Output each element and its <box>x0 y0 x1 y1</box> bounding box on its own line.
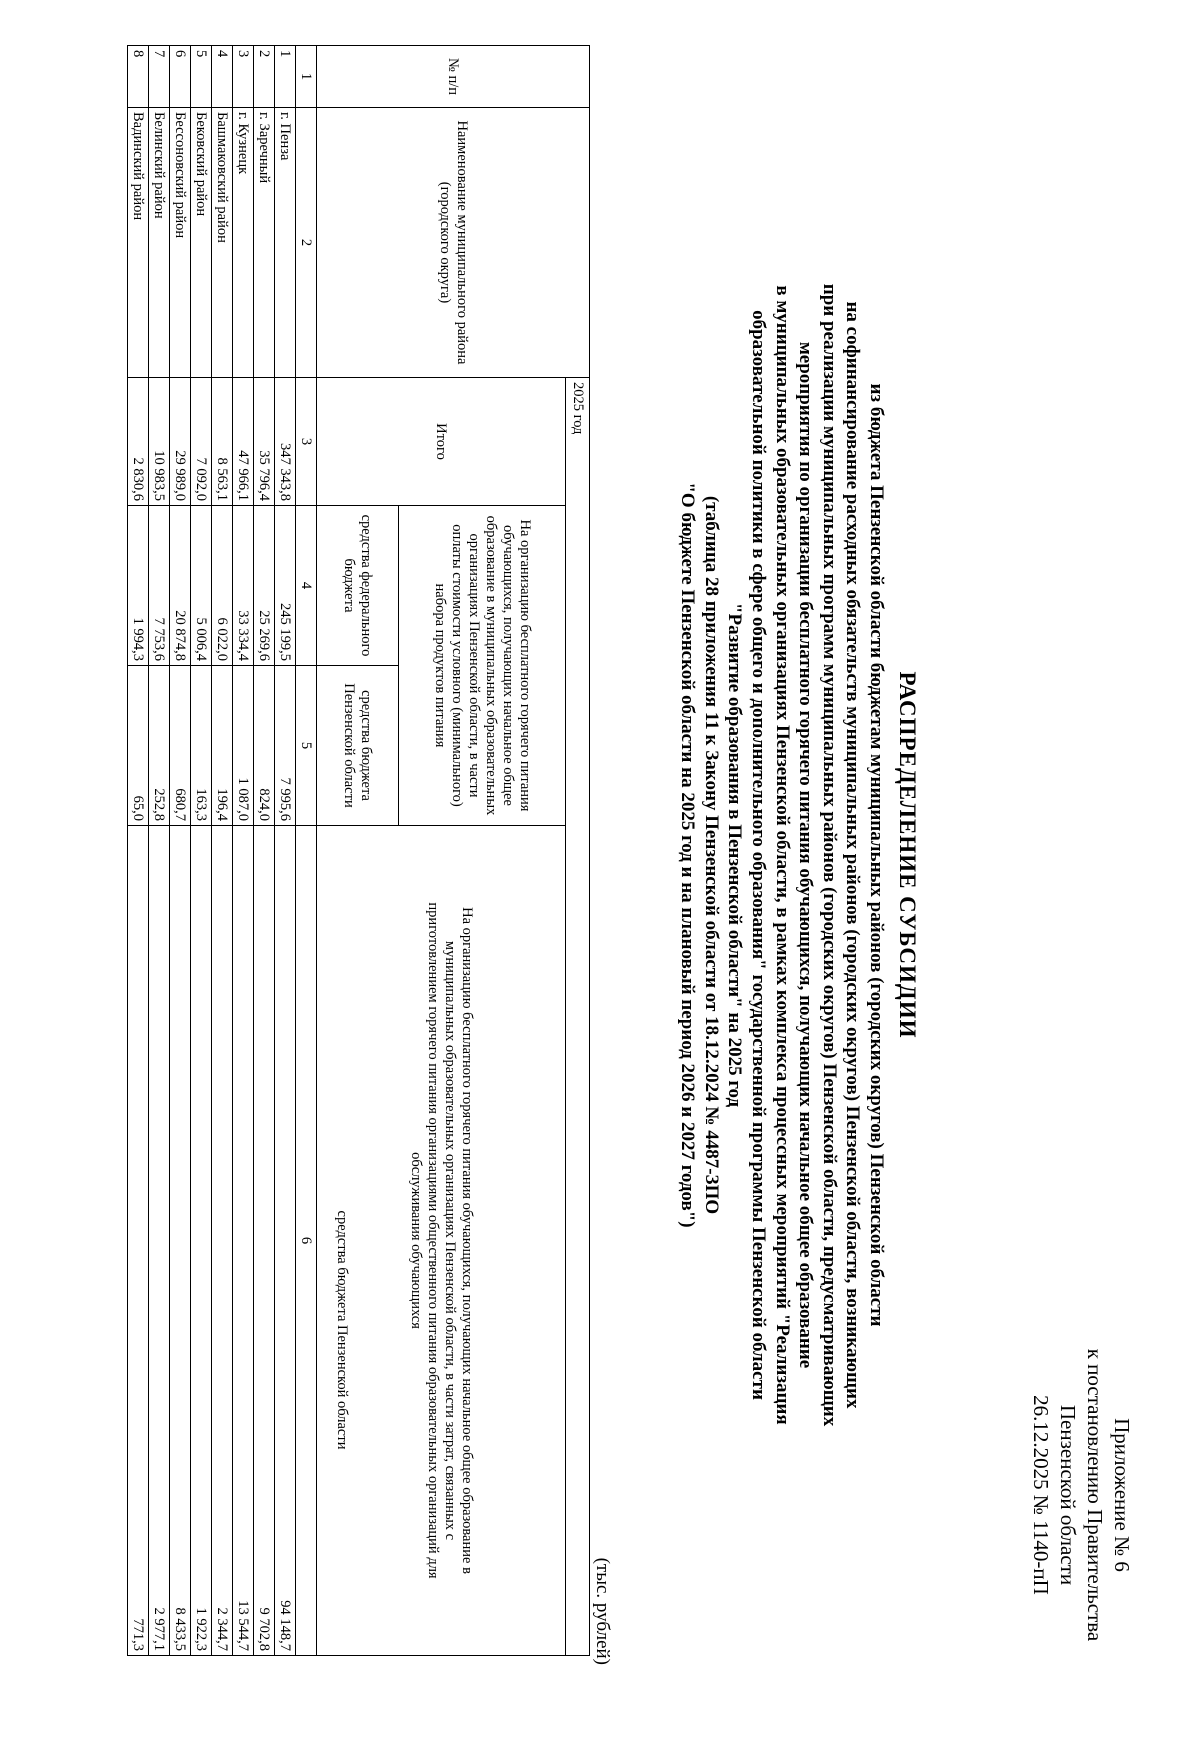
table-row <box>128 46 149 1656</box>
title-heading: РАСПРЕДЕЛЕНИЕ СУБСИДИИ <box>895 671 920 1039</box>
header-total: Итого <box>317 378 566 506</box>
row-name: г. Заречный <box>254 108 275 378</box>
row-reg: 163,3 <box>191 666 212 826</box>
colnum: 1 <box>296 46 317 108</box>
table-row <box>275 46 296 1656</box>
colnum: 3 <box>296 378 317 506</box>
header-year: 2025 год <box>566 378 590 1656</box>
row-name: Белинский район <box>149 108 170 378</box>
header-num: № п/п <box>317 46 590 108</box>
table-row <box>149 46 170 1656</box>
row-num: 1 <box>275 46 296 108</box>
row-total: 29 989,0 <box>170 378 191 506</box>
header-name: Наименование муниципального района (городского округа) <box>317 108 590 378</box>
title-line: из бюджета Пензенской области бюджетам муниципальных районов (городских округов) Пензенской области <box>866 383 887 1327</box>
row-fed: 20 874,8 <box>170 506 191 666</box>
column-numbers-row <box>296 46 317 1656</box>
title-line: "О бюджете Пензенской области на 2025 год и на плановый период 2026 и 2027 годов") <box>677 482 699 1228</box>
header-fed: средства федерального бюджета <box>317 506 399 666</box>
row-reg: 196,4 <box>212 666 233 826</box>
row-total: 47 966,1 <box>233 378 254 506</box>
row-reg6: 94 148,7 <box>275 826 296 1656</box>
row-name: г. Кузнецк <box>233 108 254 378</box>
row-fed: 33 334,4 <box>233 506 254 666</box>
row-num: 8 <box>128 46 149 108</box>
row-fed: 25 269,6 <box>254 506 275 666</box>
row-reg: 7 995,6 <box>275 666 296 826</box>
title-line: на софинансирование расходных обязательств муниципальных районов (городских округов) Пензенской области, возникающих <box>842 301 864 1409</box>
row-total: 35 796,4 <box>254 378 275 506</box>
row-total: 8 563,1 <box>212 378 233 506</box>
row-num: 6 <box>170 46 191 108</box>
row-name: Башмаковский район <box>212 108 233 378</box>
title-line: "Развитие образования в Пензенской области" на 2025 год <box>724 602 746 1108</box>
row-num: 4 <box>212 46 233 108</box>
annex-region: Пензенской области <box>1056 1404 1080 1586</box>
annex-header <box>1027 1325 1135 1665</box>
colnum: 4 <box>296 506 317 666</box>
header-reg: средства бюджета Пензенской области <box>317 666 399 826</box>
subsidy-table <box>127 45 590 1656</box>
row-total: 10 983,5 <box>149 378 170 506</box>
row-num: 3 <box>233 46 254 108</box>
title-line: при реализации муниципальных программ муниципальных районов (городских округов) Пензенской области, предусматривающих <box>818 283 840 1427</box>
title-line: (таблица 28 приложения 11 к Закону Пензенской области от 18.12.2024 № 4487-ЗПО <box>700 495 722 1215</box>
row-fed: 1 994,3 <box>128 506 149 666</box>
row-num: 5 <box>191 46 212 108</box>
row-total: 2 830,6 <box>128 378 149 506</box>
units-label: (тыс. рублей) <box>592 1557 613 1665</box>
row-fed: 7 753,6 <box>149 506 170 666</box>
annex-date: 26.12.2025 № 1140-пП <box>1029 1395 1053 1595</box>
row-reg: 65,0 <box>128 666 149 826</box>
rotated-page <box>55 45 1145 1665</box>
row-reg6: 2 977,1 <box>149 826 170 1656</box>
row-reg: 824,0 <box>254 666 275 826</box>
row-fed: 5 006,4 <box>191 506 212 666</box>
row-name: г. Пенза <box>275 108 296 378</box>
row-reg6: 8 433,5 <box>170 826 191 1656</box>
row-reg: 680,7 <box>170 666 191 826</box>
row-reg6: 771,3 <box>128 826 149 1656</box>
row-fed: 6 022,0 <box>212 506 233 666</box>
header-group-b: На организацию бесплатного горячего питания обучающихся, получающих начальное общее образование в муниципальных образовательных организациях Пензенской области, в части затрат, связанных с приготовлением горячего питания организациями общественного питания образовательных организаций для обслуживания обучающихся <box>317 826 566 1656</box>
colnum: 2 <box>296 108 317 378</box>
row-fed: 245 199,5 <box>275 506 296 666</box>
document-title <box>676 55 920 1655</box>
table-row <box>212 46 233 1656</box>
colnum: 6 <box>296 826 317 1656</box>
row-num: 7 <box>149 46 170 108</box>
title-line: мероприятия по организации бесплатного горячего питания обучающихся, получающих начальное общее образование <box>795 341 817 1369</box>
row-reg6: 1 922,3 <box>191 826 212 1656</box>
table-row <box>233 46 254 1656</box>
row-num: 2 <box>254 46 275 108</box>
colnum: 5 <box>296 666 317 826</box>
annex-number: Приложение № 6 <box>1110 1418 1134 1572</box>
title-line: в муниципальных образовательных организациях Пензенской области, в рамках комплекса процессных мероприятий "Реализация <box>771 285 793 1425</box>
row-total: 347 343,8 <box>275 378 296 506</box>
header-reg6-label: средства бюджета Пензенской области <box>334 1210 350 1450</box>
row-reg6: 13 544,7 <box>233 826 254 1656</box>
table-row <box>170 46 191 1656</box>
row-name: Бессоновский район <box>170 108 191 378</box>
annex-ref: к постановлению Правительства <box>1083 1348 1107 1642</box>
row-reg: 252,8 <box>149 666 170 826</box>
header-group-a: На организацию бесплатного горячего питания обучающихся, получающих начальное общее образование в муниципальных образовательных организациях Пензенской области, в части оплаты стоимости условного (минимального) набора продуктов питания <box>399 506 566 826</box>
row-reg6: 2 344,7 <box>212 826 233 1656</box>
row-name: Вадинский район <box>128 108 149 378</box>
row-total: 7 092,0 <box>191 378 212 506</box>
row-reg6: 9 702,8 <box>254 826 275 1656</box>
table-row <box>254 46 275 1656</box>
title-line: образовательной политики в сфере общего и дополнительного образования" государственной программы Пензенской области <box>748 310 770 1400</box>
table-row <box>191 46 212 1656</box>
row-name: Бековский район <box>191 108 212 378</box>
row-reg: 1 087,0 <box>233 666 254 826</box>
